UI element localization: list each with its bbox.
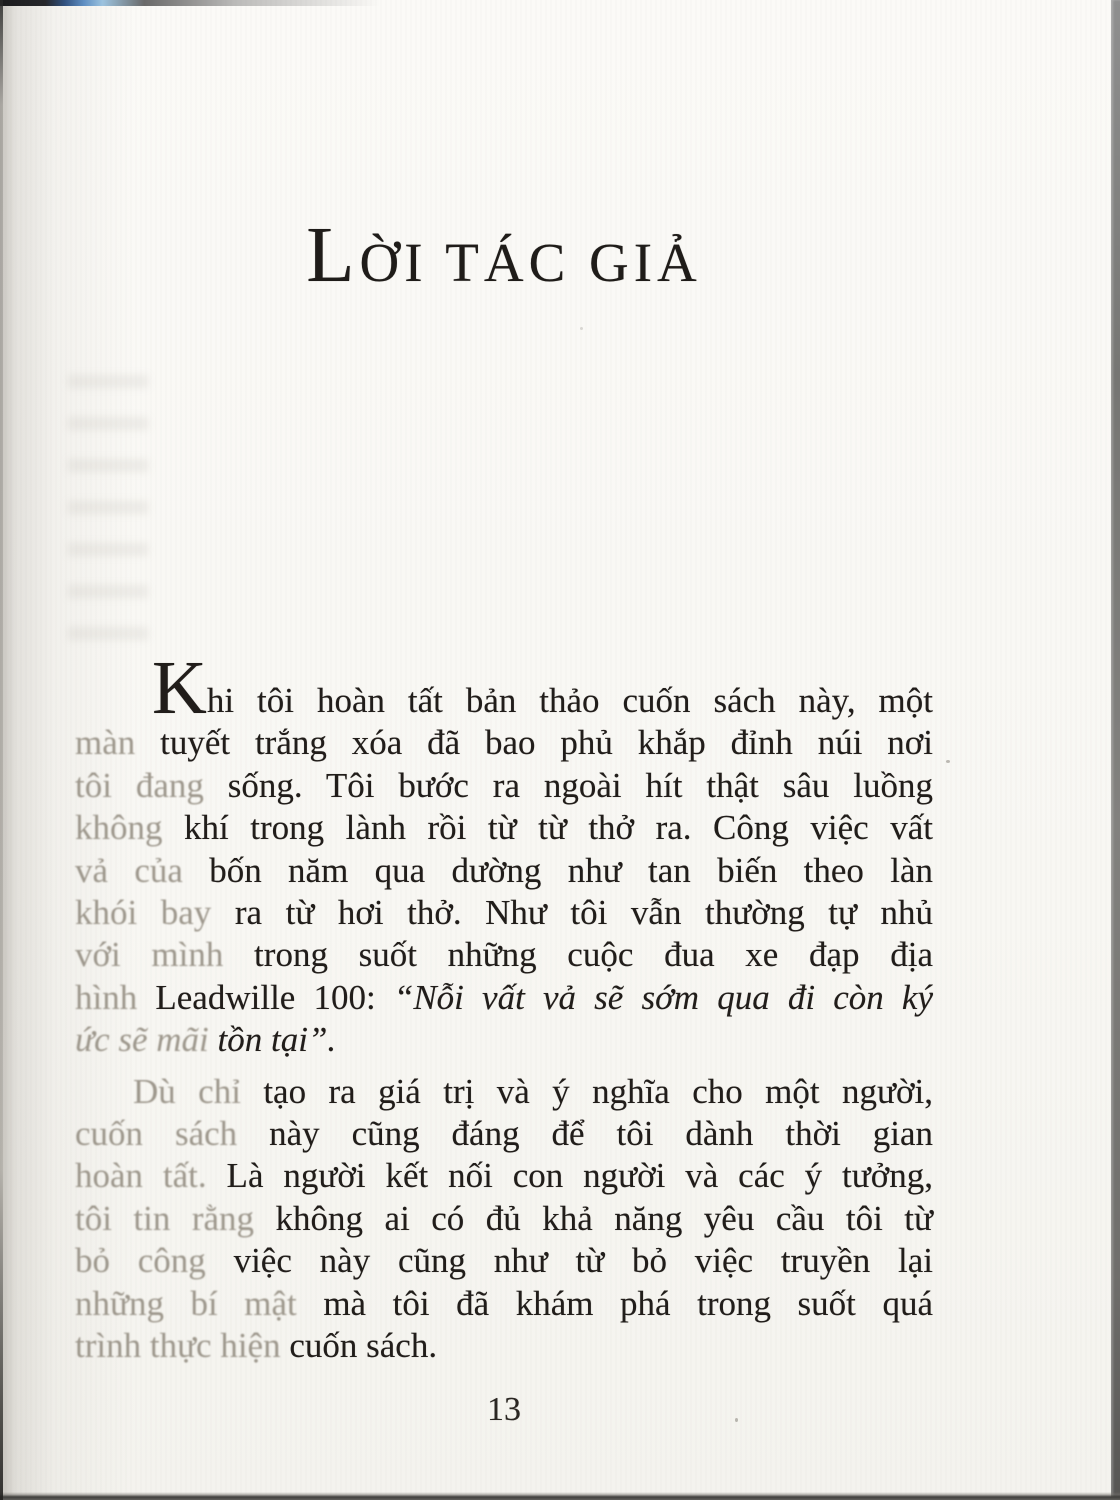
scan-edge-left — [0, 0, 3, 1500]
text-line — [75, 765, 933, 807]
text-line — [75, 977, 933, 1019]
text-segment: này cũng đáng để tôi dành thời gian — [237, 1114, 933, 1154]
text-line — [75, 1071, 933, 1113]
text-segment: bốn năm qua dường như tan biến theo làn — [182, 850, 933, 890]
text-segment: khí trong lành rồi từ từ thở ra. Công việc vất — [162, 808, 933, 848]
text-line — [75, 934, 933, 976]
text-segment: cuốn sách. — [280, 1326, 438, 1366]
text-segment: tồn tại”. — [208, 1020, 337, 1060]
text-line — [75, 1283, 933, 1325]
text-line — [75, 646, 933, 730]
text-segment: vả của — [75, 850, 183, 890]
chapter-title-rest: ỜI TÁC GIẢ — [359, 232, 702, 293]
text-segment: hi tôi hoàn tất bản thảo cuốn sách này, một — [206, 681, 933, 720]
text-line — [75, 1019, 933, 1061]
paragraph — [75, 646, 933, 1062]
drop-cap: K — [152, 646, 207, 730]
text-segment: hình — [75, 977, 138, 1017]
text-segment: Leadwille 100: — [137, 977, 394, 1017]
text-segment: tôi đang — [75, 765, 204, 805]
scan-edge-bottom — [0, 1492, 1120, 1500]
text-segment: ức sẽ mãi — [75, 1020, 209, 1060]
dust-speck — [946, 760, 950, 763]
text-segment: cuốn sách — [75, 1114, 238, 1154]
text-segment: hoàn tất. — [75, 1156, 207, 1196]
chapter-title — [75, 212, 933, 299]
text-segment: Dù chỉ — [133, 1071, 241, 1111]
text-segment: tôi tin rằng — [75, 1198, 255, 1238]
dust-speck — [580, 327, 583, 330]
scan-edge-top — [0, 0, 380, 6]
text-segment: màn — [75, 723, 136, 763]
body-paragraphs — [75, 646, 934, 1368]
showthrough-ghost-text — [68, 375, 148, 665]
text-line — [75, 1325, 933, 1367]
text-segment: với mình — [75, 935, 224, 975]
text-segment: trong suốt những cuộc đua xe đạp địa — [223, 935, 933, 975]
text-segment: trình thực hiện — [75, 1326, 281, 1366]
text-segment: tuyết trắng xóa đã bao phủ khắp đỉnh núi nơi — [135, 723, 933, 763]
text-segment: tạo ra giá trị và ý nghĩa cho một người, — [240, 1071, 933, 1111]
text-segment: không ai có đủ khả năng yêu cầu tôi từ — [254, 1198, 934, 1238]
text-line — [75, 850, 933, 892]
scan-edge-right — [1111, 0, 1120, 1500]
text-line — [75, 1113, 933, 1155]
text-segment: mà tôi đã khám phá trong suốt quá — [296, 1283, 933, 1323]
text-segment: Là người kết nối con người và các ý tưởng, — [206, 1156, 933, 1196]
text-segment: “Nỗi vất vả sẽ sớm qua đi còn ký — [393, 977, 933, 1017]
text-segment: những bí mật — [75, 1283, 297, 1323]
text-segment: khói bay — [75, 893, 212, 933]
text-line — [75, 1155, 933, 1197]
chapter-title-initial: L — [306, 212, 360, 299]
text-line — [75, 807, 933, 849]
text-segment: không — [75, 808, 163, 848]
text-segment: việc này cũng như từ bỏ việc truyền lại — [205, 1241, 933, 1281]
text-line — [75, 1198, 933, 1240]
text-segment: bỏ công — [75, 1241, 206, 1281]
text-line — [75, 1240, 933, 1282]
text-line — [75, 892, 933, 934]
page-number: 13 — [487, 1391, 521, 1428]
dust-speck — [735, 1418, 738, 1422]
text-segment: sống. Tôi bước ra ngoài hít thật sâu luồng — [203, 765, 933, 805]
paragraph — [75, 1071, 933, 1368]
text-segment: ra từ hơi thở. Như tôi vẫn thường tự nhủ — [211, 893, 933, 933]
